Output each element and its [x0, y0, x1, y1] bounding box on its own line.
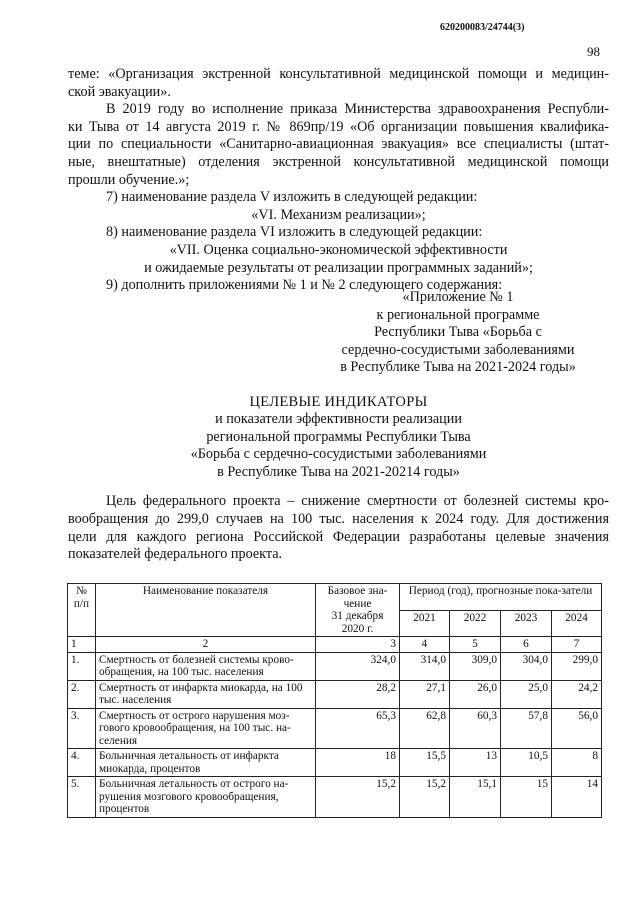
heading-line: «Борьба с сердечно-сосудистыми заболеваниями	[190, 446, 487, 463]
row-value: 304,0	[501, 652, 552, 680]
row-base: 324,0	[316, 652, 400, 680]
row-value: 15,5	[400, 749, 450, 777]
body-line: 8) наименование раздела VI изложить в следующей редакции:	[106, 224, 483, 241]
body-line: прошли обучение.»;	[68, 171, 190, 188]
row-value: 10,5	[501, 749, 552, 777]
row-name: Больничная летальность от острого на-рушения мозгового кровообращения, процентов	[96, 777, 316, 818]
row-value: 13	[450, 749, 501, 777]
row-base: 28,2	[316, 680, 400, 708]
heading-title: ЦЕЛЕВЫЕ ИНДИКАТОРЫ	[249, 394, 428, 410]
row-num: 3.	[68, 708, 96, 749]
row-value: 299,0	[552, 652, 602, 680]
row-value: 56,0	[552, 708, 602, 749]
header-period: Период (год), прогнозные пока-затели	[400, 584, 602, 611]
section-title-line: «VI. Механизм реализации»;	[251, 206, 426, 223]
indicators-heading	[68, 394, 609, 481]
row-name: Смертность от болезней системы крово-обращения, на 100 тыс. населения	[96, 652, 316, 680]
row-value: 27,1	[400, 680, 450, 708]
table-row	[68, 652, 602, 680]
header-num: № п/п	[68, 584, 96, 637]
heading-line: региональной программы Республики Тыва	[206, 428, 471, 445]
appendix-line: к региональной программе	[376, 306, 540, 323]
col-number: 4	[400, 637, 450, 653]
page-number: 98	[587, 44, 600, 59]
document-id: 620200083/24744(3)	[440, 22, 525, 33]
section-title-line: и ожидаемые результаты от реализации программных заданий»;	[144, 259, 533, 276]
header-base-date: 31 декабря 2020 г.	[331, 610, 384, 635]
row-value: 14	[552, 777, 602, 818]
row-value: 62,8	[400, 708, 450, 749]
col-number: 1	[68, 637, 96, 653]
body-line: ции по специальности «Санитарно-авиационная эвакуация» все специалисты (штат-	[68, 136, 609, 153]
header-year: 2021	[400, 610, 450, 637]
body-line: теме: «Организация экстренной консультативной медицинской помощи и медицин-	[68, 66, 609, 82]
row-value: 26,0	[450, 680, 501, 708]
table-row	[68, 777, 602, 818]
goal-paragraph	[68, 493, 609, 564]
header-name: Наименование показателя	[96, 584, 316, 637]
table-row	[68, 708, 602, 749]
row-value: 8	[552, 749, 602, 777]
row-value: 15	[501, 777, 552, 818]
row-name: Смертность от острого нарушения моз-гового кровообращения, на 100 тыс. на-селения	[96, 708, 316, 749]
goal-line: показателей федерального проекта.	[68, 546, 283, 563]
body-text	[68, 66, 609, 295]
appendix-line: сердечно-сосудистыми заболеваниями	[341, 341, 575, 358]
heading-line: и показатели эффективности реализации	[215, 411, 462, 428]
header-base	[316, 584, 400, 637]
column-number-row	[68, 637, 602, 653]
row-num: 5.	[68, 777, 96, 818]
appendix-caption	[318, 289, 598, 377]
row-value: 15,2	[400, 777, 450, 818]
row-base: 65,3	[316, 708, 400, 749]
header-year: 2022	[450, 610, 501, 637]
table-header-row	[68, 584, 602, 611]
section-title-line: «VII. Оценка социально-экономической эффективности	[169, 241, 508, 258]
header-base-label: Базовое зна-чение	[327, 585, 388, 610]
header-year: 2024	[552, 610, 602, 637]
heading-line: в Республике Тыва на 2021-20214 годы»	[217, 463, 460, 480]
row-value: 309,0	[450, 652, 501, 680]
appendix-line: в Республике Тыва на 2021-2024 годы»	[340, 359, 576, 376]
indicators-table	[67, 583, 602, 818]
row-name: Больничная летальность от инфаркта миокарда, процентов	[96, 749, 316, 777]
row-value: 60,3	[450, 708, 501, 749]
row-num: 2.	[68, 680, 96, 708]
body-line: В 2019 году во исполнение приказа Министерства здравоохранения Республи-	[106, 101, 609, 118]
row-base: 18	[316, 749, 400, 777]
col-number: 7	[552, 637, 602, 653]
header-year: 2023	[501, 610, 552, 637]
row-num: 4.	[68, 749, 96, 777]
row-value: 15,1	[450, 777, 501, 818]
col-number: 6	[501, 637, 552, 653]
goal-line: цели для каждого региона Российской Федерации разработаны целевые значения	[68, 528, 609, 545]
row-base: 15,2	[316, 777, 400, 818]
body-line: 7) наименование раздела V изложить в следующей редакции:	[106, 189, 478, 206]
body-line: ки Тыва от 14 августа 2019 г. № 869пр/19 «Об организации повышения квалифика-	[68, 118, 609, 135]
appendix-line: «Приложение № 1	[402, 289, 514, 305]
goal-line: Цель федерального проекта – снижение смертности от болезней системы кро-	[106, 493, 609, 509]
row-value: 57,8	[501, 708, 552, 749]
row-value: 314,0	[400, 652, 450, 680]
col-number: 5	[450, 637, 501, 653]
col-number: 2	[96, 637, 316, 653]
row-value: 25,0	[501, 680, 552, 708]
row-value: 24,2	[552, 680, 602, 708]
goal-line: вообращения до 299,0 случаев на 100 тыс. населения к 2024 году. Для достижения	[68, 510, 609, 527]
table-row	[68, 749, 602, 777]
col-number: 3	[316, 637, 400, 653]
body-line: 9) дополнить приложениями № 1 и № 2 следующего содержания:	[106, 277, 503, 294]
appendix-line: Республики Тыва «Борьба с	[374, 324, 542, 341]
row-num: 1.	[68, 652, 96, 680]
table-row	[68, 680, 602, 708]
row-name: Смертность от инфаркта миокарда, на 100 тыс. населения	[96, 680, 316, 708]
body-line: ные, внештатные) отделения экстренной консультативной медицинской помощи	[68, 153, 609, 170]
body-line: ской эвакуации».	[68, 83, 171, 100]
